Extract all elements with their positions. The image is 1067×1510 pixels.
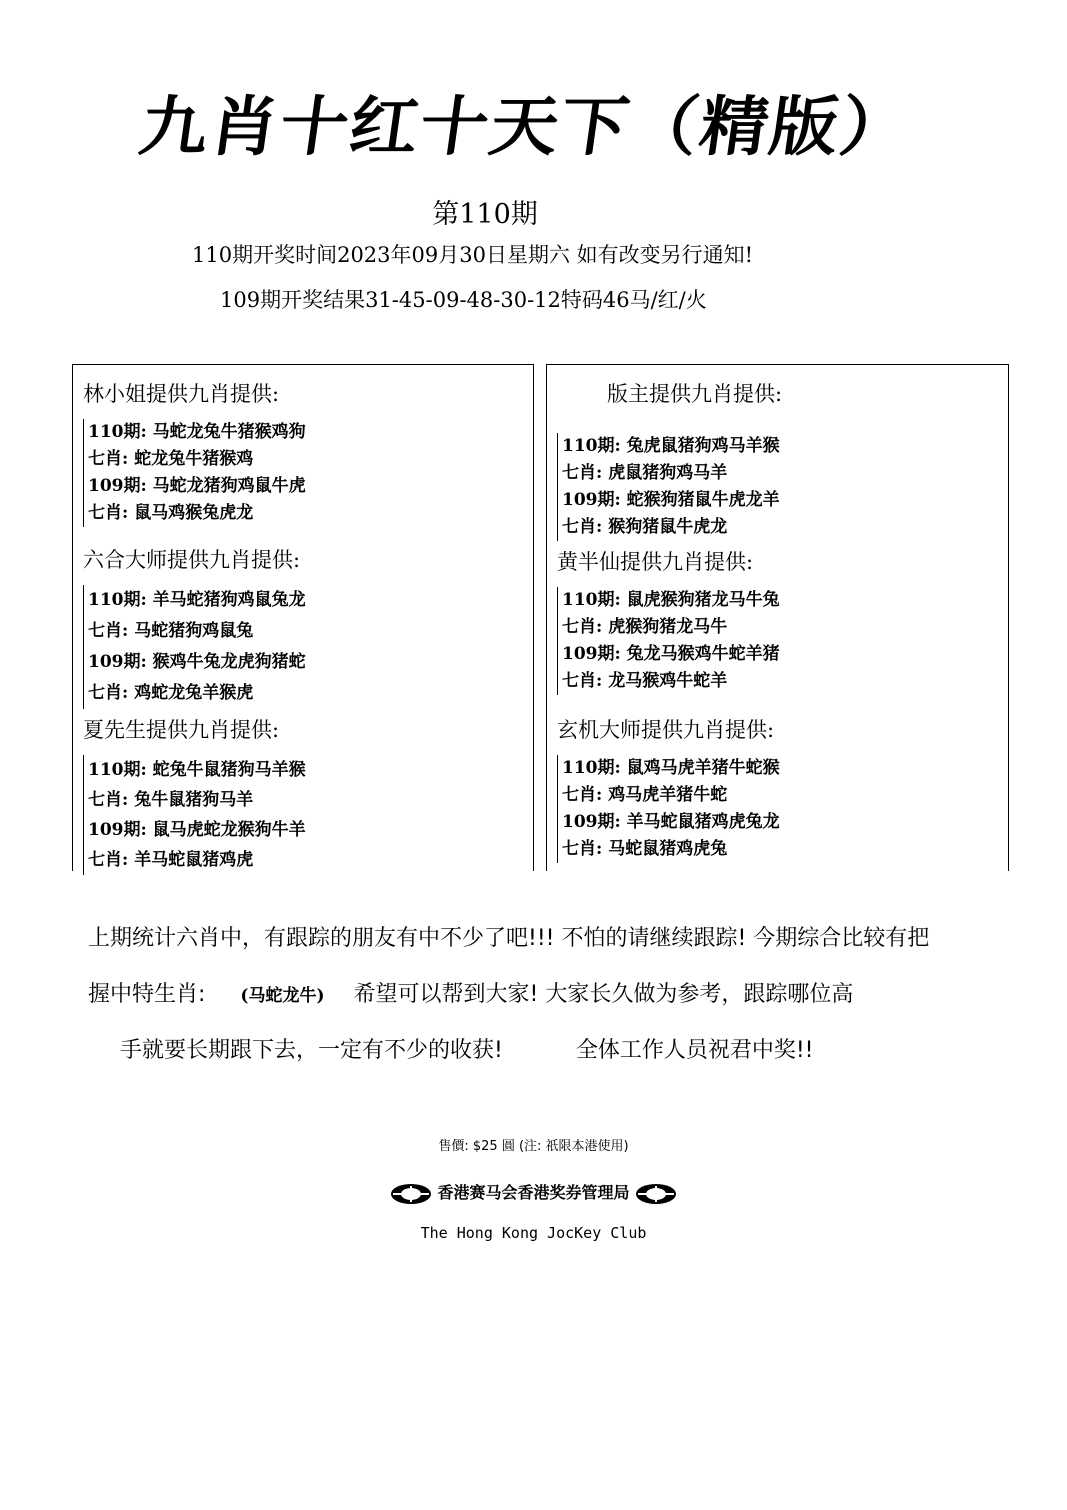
section-title: 黄半仙提供九肖提供: — [557, 550, 754, 574]
prediction-lines — [83, 755, 306, 875]
prediction-line: 110期: 蛇兔牛鼠猪狗马羊猴 — [88, 760, 306, 780]
right-panel — [546, 364, 1009, 871]
prediction-lines — [557, 755, 780, 863]
prediction-section — [83, 379, 306, 527]
prediction-section-lines — [557, 423, 780, 541]
section-title: 六合大师提供九肖提供: — [83, 548, 301, 572]
prediction-line: 七肖: 羊马蛇鼠猪鸡虎 — [88, 850, 254, 870]
prediction-line: 七肖: 兔牛鼠猪狗马羊 — [88, 790, 254, 810]
prediction-line: 七肖: 鸡蛇龙兔羊猴虎 — [88, 683, 254, 703]
prediction-lines — [83, 419, 306, 527]
notice-line-2 — [88, 980, 853, 1011]
prediction-section — [557, 547, 780, 695]
prediction-section — [557, 715, 780, 863]
notice-text: 握中特生肖: — [88, 982, 206, 1007]
prediction-line: 七肖: 虎鼠猪狗鸡马羊 — [562, 463, 728, 483]
prediction-lines — [557, 587, 780, 695]
price-label: 售價: $25 圓 (注: 祇限本港使用) — [438, 1139, 629, 1154]
section-title: 版主提供九肖提供: — [607, 382, 783, 406]
prediction-line: 110期: 羊马蛇猪狗鸡鼠兔龙 — [88, 590, 306, 610]
prediction-line: 109期: 鼠马虎蛇龙猴狗牛羊 — [88, 820, 306, 840]
notice-line-3 — [120, 1036, 813, 1066]
section-title: 夏先生提供九肖提供: — [83, 718, 280, 742]
notice-text: 希望可以帮到大家! 大家长久做为参考，跟踪哪位高 — [353, 982, 854, 1007]
prediction-lines — [557, 433, 780, 541]
notice-text: 手就要长期跟下去，一定有不少的收获! — [120, 1038, 503, 1063]
prediction-lines — [83, 585, 306, 709]
prediction-line: 109期: 蛇猴狗猪鼠牛虎龙羊 — [562, 490, 780, 510]
prediction-line: 七肖: 鼠马鸡猴兔虎龙 — [88, 503, 254, 523]
prediction-line: 109期: 马蛇龙猪狗鸡鼠牛虎 — [88, 476, 306, 496]
jockey-club-logo-icon — [390, 1183, 432, 1205]
jockey-club-logo-icon — [635, 1183, 677, 1205]
prediction-line: 109期: 猴鸡牛兔龙虎狗猪蛇 — [88, 652, 306, 672]
club-name-text: 香港赛马会香港奖券管理局 — [437, 1183, 630, 1202]
section-title: 玄机大师提供九肖提供: — [557, 718, 775, 742]
issue-number: 第110期 — [432, 199, 538, 230]
prediction-line: 109期: 羊马蛇鼠猪鸡虎兔龙 — [562, 812, 780, 832]
prediction-line: 七肖: 蛇龙兔牛猪猴鸡 — [88, 449, 254, 469]
prediction-line: 七肖: 马蛇猪狗鸡鼠兔 — [88, 621, 254, 641]
section-title: 林小姐提供九肖提供: — [83, 382, 280, 406]
notice-line-1: 上期统计六肖中，有跟踪的朋友有中不少了吧!!! 不怕的请继续跟踪! 今期综合比较有把 — [88, 926, 930, 951]
page-title: 九肖十红十天下（精版） — [134, 90, 916, 166]
prediction-line: 110期: 兔虎鼠猪狗鸡马羊猴 — [562, 436, 780, 456]
prediction-line: 七肖: 马蛇鼠猪鸡虎兔 — [562, 839, 728, 859]
club-name-en: The Hong Kong JocKey Club — [420, 1224, 647, 1242]
prediction-line: 七肖: 鸡马虎羊猪牛蛇 — [562, 785, 728, 805]
prediction-line: 110期: 鼠鸡马虎羊猪牛蛇猴 — [562, 758, 780, 778]
prediction-line: 110期: 鼠虎猴狗猪龙马牛兔 — [562, 590, 780, 610]
club-name-cn — [0, 1180, 1067, 1206]
prediction-line: 七肖: 龙马猴鸡牛蛇羊 — [562, 671, 728, 691]
prediction-line: 七肖: 虎猴狗猪龙马牛 — [562, 617, 728, 637]
last-result: 109期开奖结果31-45-09-48-30-12特码46马/红/火 — [220, 288, 707, 312]
prediction-section — [83, 715, 306, 875]
draw-time: 110期开奖时间2023年09月30日星期六 如有改变另行通知! — [192, 243, 754, 267]
left-panel — [72, 364, 534, 871]
prediction-line: 110期: 马蛇龙兔牛猪猴鸡狗 — [88, 422, 306, 442]
prediction-section — [83, 545, 306, 709]
special-zodiac: (马蛇龙牛) — [240, 986, 325, 1006]
notice-text: 全体工作人员祝君中奖!! — [575, 1038, 814, 1063]
prediction-line: 七肖: 猴狗猪鼠牛虎龙 — [562, 517, 728, 537]
prediction-line: 109期: 兔龙马猴鸡牛蛇羊猪 — [562, 644, 780, 664]
prediction-section — [607, 379, 782, 409]
